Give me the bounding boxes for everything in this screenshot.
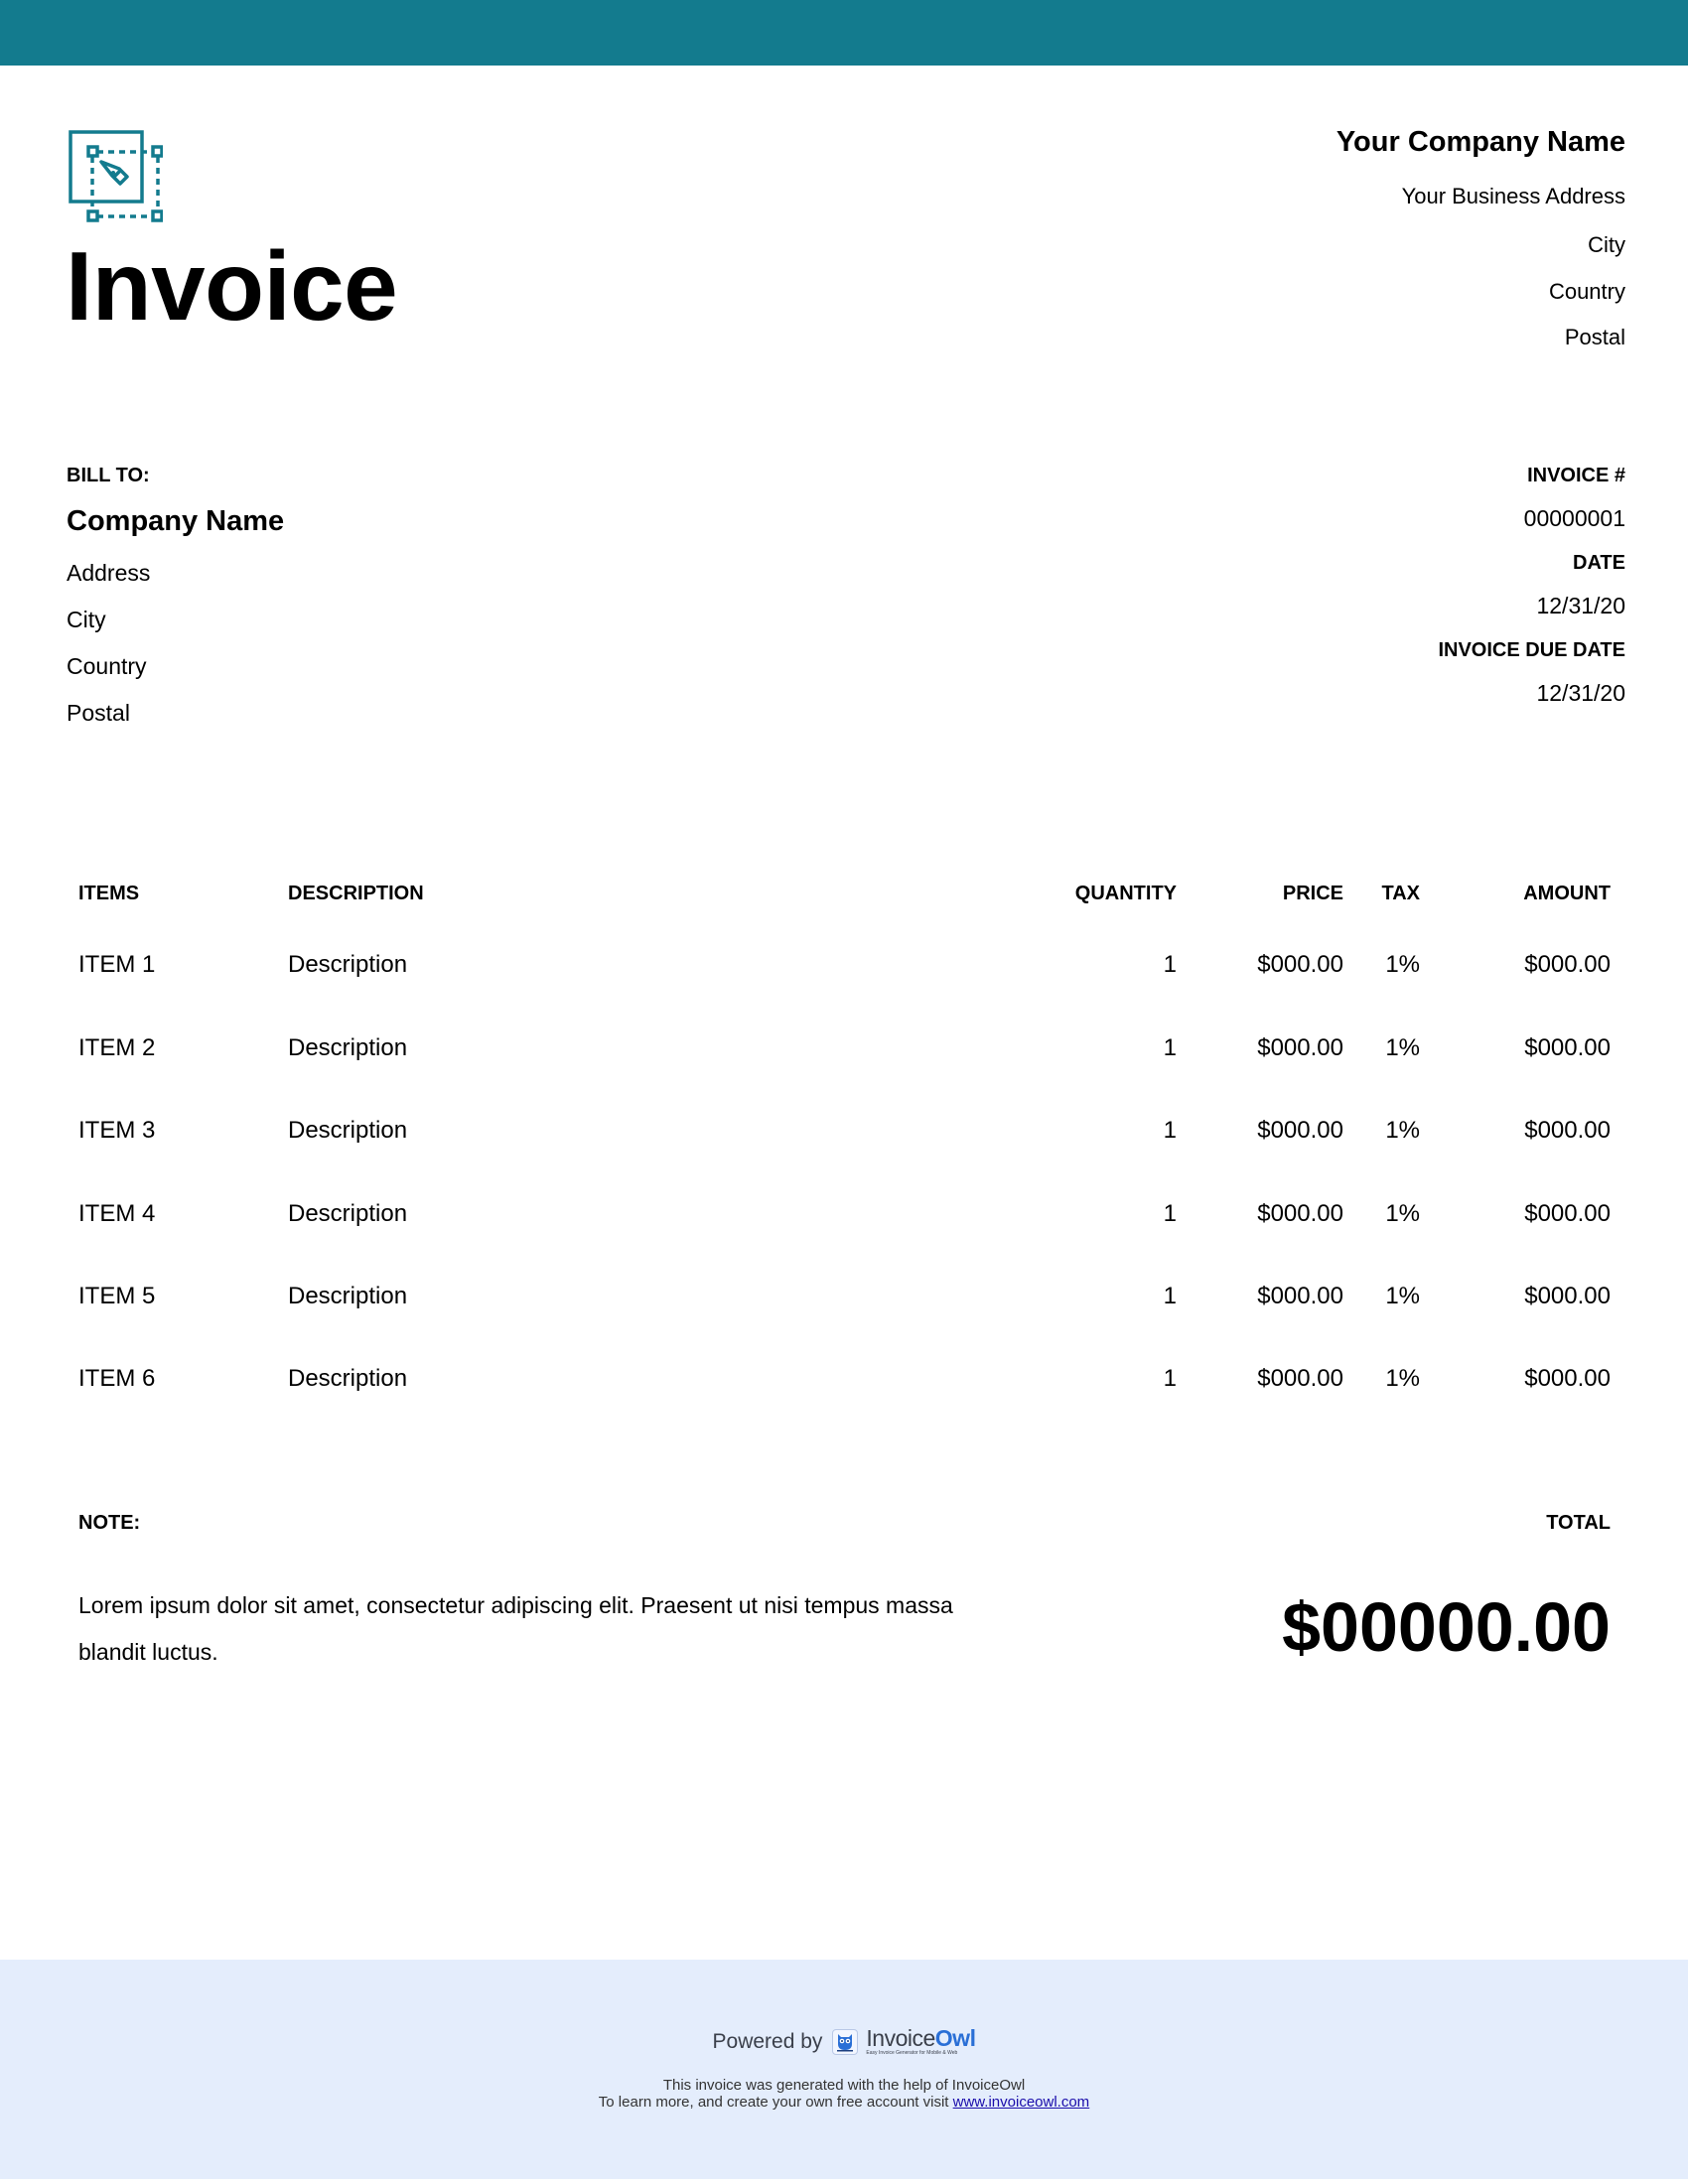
pen-tool-selection-icon xyxy=(68,127,163,222)
client-postal: Postal xyxy=(67,700,130,726)
column-header-quantity: QUANTITY xyxy=(1074,883,1177,904)
row-amount: $000.00 xyxy=(1524,1200,1611,1227)
due-date-label: INVOICE DUE DATE xyxy=(1438,639,1625,661)
row-item: ITEM 1 xyxy=(78,951,156,978)
column-header-amount: AMOUNT xyxy=(1523,883,1611,904)
invoiceowl-website-link[interactable]: www.invoiceowl.com xyxy=(952,2094,1090,2111)
client-company-name: Company Name xyxy=(67,505,285,537)
row-item: ITEM 6 xyxy=(78,1365,156,1392)
row-amount: $000.00 xyxy=(1524,1365,1611,1392)
total-label: TOTAL xyxy=(1546,1512,1611,1534)
row-price: $000.00 xyxy=(1257,1117,1343,1144)
total-amount: $00000.00 xyxy=(1282,1588,1611,1666)
powered-by-badge xyxy=(0,2027,1688,2056)
row-quantity: 1 xyxy=(1163,951,1177,978)
bill-to-label: BILL TO: xyxy=(67,465,150,486)
client-city: City xyxy=(67,607,106,632)
owl-icon xyxy=(832,2029,858,2055)
row-tax: 1% xyxy=(1385,1117,1420,1144)
row-amount: $000.00 xyxy=(1524,951,1611,978)
footer xyxy=(0,1960,1688,2179)
invoice-due-date: 12/31/20 xyxy=(1536,680,1625,706)
row-tax: 1% xyxy=(1385,1283,1420,1309)
sender-company-name: Your Company Name xyxy=(1336,126,1625,158)
row-item: ITEM 3 xyxy=(78,1117,156,1144)
brand-tagline: Easy Invoice Generator for Mobile & Web xyxy=(866,2050,958,2056)
sender-city: City xyxy=(1588,232,1625,257)
row-amount: $000.00 xyxy=(1524,1283,1611,1309)
row-quantity: 1 xyxy=(1163,1283,1177,1309)
row-tax: 1% xyxy=(1385,1034,1420,1061)
row-description: Description xyxy=(288,1034,408,1061)
row-price: $000.00 xyxy=(1257,1034,1343,1061)
invoice-date: 12/31/20 xyxy=(1536,593,1625,618)
row-tax: 1% xyxy=(1385,1365,1420,1392)
row-description: Description xyxy=(288,1200,408,1227)
sender-address: Your Business Address xyxy=(1401,184,1625,208)
row-item: ITEM 2 xyxy=(78,1034,156,1061)
row-tax: 1% xyxy=(1385,1200,1420,1227)
invoice-number: 00000001 xyxy=(1523,505,1625,531)
row-description: Description xyxy=(288,1117,408,1144)
note-label: NOTE: xyxy=(78,1512,141,1534)
row-tax: 1% xyxy=(1385,951,1420,978)
row-item: ITEM 5 xyxy=(78,1283,156,1309)
sender-postal: Postal xyxy=(1564,325,1625,349)
invoice-number-label: INVOICE # xyxy=(1527,465,1625,486)
footer-signup-prefix: To learn more, and create your own free account visit xyxy=(598,2094,953,2111)
client-country: Country xyxy=(67,653,147,679)
powered-by-label: Powered by xyxy=(712,2030,823,2053)
row-item: ITEM 4 xyxy=(78,1200,156,1227)
invoiceowl-logo xyxy=(866,2027,975,2056)
row-price: $000.00 xyxy=(1257,951,1343,978)
row-quantity: 1 xyxy=(1163,1365,1177,1392)
date-label: DATE xyxy=(1573,552,1625,574)
brand-name-invoice: Invoice xyxy=(866,2025,935,2051)
row-price: $000.00 xyxy=(1257,1200,1343,1227)
row-description: Description xyxy=(288,1365,408,1392)
column-header-description: DESCRIPTION xyxy=(288,883,424,904)
row-price: $000.00 xyxy=(1257,1283,1343,1309)
row-amount: $000.00 xyxy=(1524,1034,1611,1061)
footer-generated-text: This invoice was generated with the help of InvoiceOwl xyxy=(662,2077,1026,2094)
row-quantity: 1 xyxy=(1163,1117,1177,1144)
footer-signup-text xyxy=(0,2095,1688,2110)
row-amount: $000.00 xyxy=(1524,1117,1611,1144)
row-quantity: 1 xyxy=(1163,1034,1177,1061)
column-header-price: PRICE xyxy=(1282,883,1343,904)
row-quantity: 1 xyxy=(1163,1200,1177,1227)
client-address: Address xyxy=(67,560,151,586)
row-description: Description xyxy=(288,951,408,978)
header-accent-bar xyxy=(0,0,1688,66)
row-price: $000.00 xyxy=(1257,1365,1343,1392)
note-text: Lorem ipsum dolor sit amet, consectetur adipiscing elit. Praesent ut nisi tempus massa blandit luctus. xyxy=(78,1592,953,1665)
column-header-tax: TAX xyxy=(1381,883,1420,904)
page-title: Invoice xyxy=(66,231,398,341)
brand-name-owl: Owl xyxy=(934,2025,976,2051)
column-header-items: ITEMS xyxy=(78,883,140,904)
sender-country: Country xyxy=(1548,279,1625,304)
row-description: Description xyxy=(288,1283,408,1309)
